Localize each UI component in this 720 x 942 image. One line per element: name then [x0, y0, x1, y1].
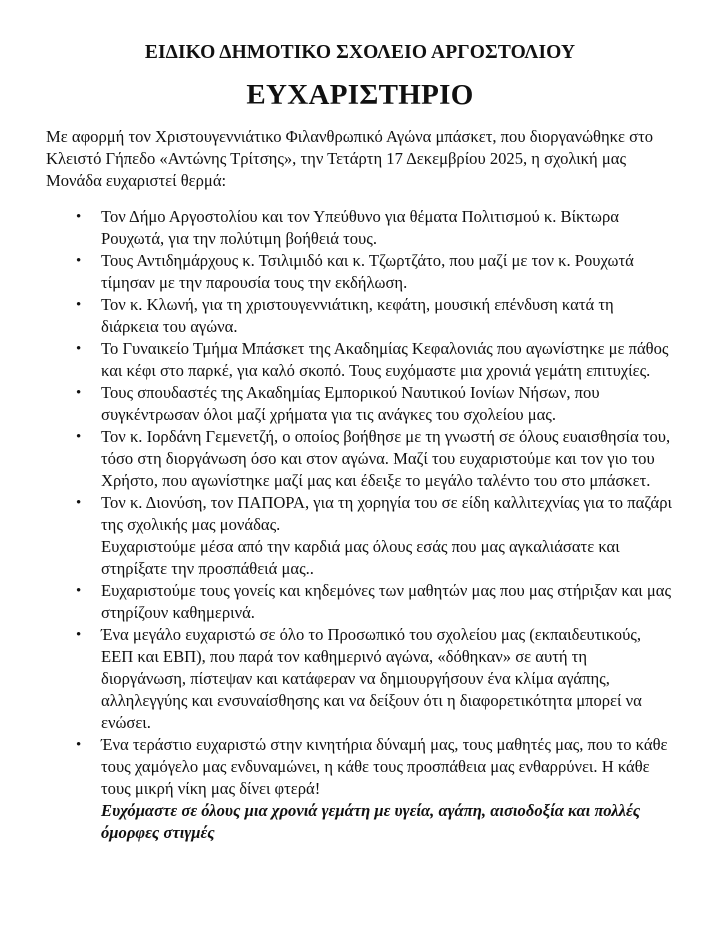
- list-item-text: Τον Δήμο Αργοστολίου και τον Υπεύθυνο για θέματα Πολιτισμού κ. Βίκτωρα Ρουχωτά, για την πολύτιμη βοήθειά τους.: [101, 207, 619, 248]
- list-item-continuation: Ευχαριστούμε μέσα από την καρδιά μας όλους εσάς που μας αγκαλιάσατε και στηρίξατε την προσπάθειά μας..: [101, 537, 620, 578]
- bullet-icon: •: [76, 341, 82, 357]
- closing-wish: Ευχόμαστε σε όλους μια χρονιά γεμάτη με υγεία, αγάπη, αισιοδοξία και πολλές όμορφες στιγμές: [101, 801, 641, 842]
- list-item: [0, 426, 673, 492]
- list-item-text: Τον κ. Ιορδάνη Γεμενετζή, ο οποίος βοήθησε με τη γνωστή σε όλους ευαισθησία του, τόσο στη διοργάνωση όσο και στον αγώνα. Μαζί του ευχαριστούμε και τον γιο του Χρήστο, που αγωνίστηκε μαζί μας και έδειξε το μεγάλο ταλέντο του στο μπάσκετ.: [101, 427, 671, 490]
- school-name-heading: ΕΙΔΙΚΟ ΔΗΜΟΤΙΚΟ ΣΧΟΛΕΙΟ ΑΡΓΟΣΤΟΛΙΟΥ: [144, 42, 576, 63]
- intro-paragraph: Με αφορμή τον Χριστουγεννιάτικο Φιλανθρωπικό Αγώνα μπάσκετ, που διοργανώθηκε στο Κλειστό Γήπεδο «Αντώνης Τρίτσης», την Τετάρτη 17 Δεκεμβρίου 2025, η σχολική μας Μονάδα ευχαριστεί θερμά:: [46, 127, 654, 190]
- list-item-text: Τον κ. Διονύση, τον ΠΑΠΟΡΑ, για τη χορηγία του σε είδη καλλιτεχνίας για το παζάρι της σχολικής μας μονάδας.: [101, 493, 672, 534]
- list-item: [0, 492, 673, 580]
- list-item-text: Τους Αντιδημάρχους κ. Τσιλιμιδό και κ. Τζωρτζάτο, που μαζί με τον κ. Ρουχωτά τίμησαν με την παρουσία τους την εκδήλωση.: [101, 251, 634, 292]
- list-item: [0, 624, 673, 734]
- list-item-text: Ένα τεράστιο ευχαριστώ στην κινητήρια δύναμή μας, τους μαθητές μας, που το κάθε τους χαμόγελο μας ενδυναμώνει, η κάθε τους προσπάθεια μας ενθαρρύνει. Η κάθε τους μικρή νίκη μας δίνει φτερά!: [101, 735, 668, 798]
- list-item: [0, 206, 673, 250]
- list-item: [0, 294, 673, 338]
- list-item-text: Τους σπουδαστές της Ακαδημίας Εμπορικού Ναυτικού Ιονίων Νήσων, που συγκέντρωσαν όλοι μαζί χρήματα για τις ανάγκες του σχολείου μας.: [101, 383, 600, 424]
- document-title: ΕΥΧΑΡΙΣΤΗΡΙΟ: [246, 79, 474, 111]
- list-item: [0, 338, 673, 382]
- list-item-text: Ένα μεγάλο ευχαριστώ σε όλο το Προσωπικό του σχολείου μας (εκπαιδευτικούς, ΕΕΠ και ΕΒΠ), που παρά τον καθημερινό αγώνα, «δόθηκαν» σε αυτή τη διοργάνωση, πίστεψαν και κατάφεραν να δημιουργήσουν ένα κλίμα αγάπης, αλληλεγγύης και ενσυναίσθησης και να δείξουν ότι η διαφορετικότητα μπορεί να ενώσει.: [101, 625, 642, 732]
- bullet-icon: •: [76, 209, 82, 225]
- bullet-icon: •: [76, 627, 82, 643]
- list-item: [0, 580, 673, 624]
- bullet-icon: •: [76, 297, 82, 313]
- bullet-icon: •: [76, 429, 82, 445]
- bullet-icon: •: [76, 253, 82, 269]
- bullet-icon: •: [76, 385, 82, 401]
- list-item-text: Το Γυναικείο Τμήμα Μπάσκετ της Ακαδημίας Κεφαλονιάς που αγωνίστηκε με πάθος και κέφι στο παρκέ, για καλό σκοπό. Τους ευχόμαστε μια χρονιά γεμάτη επιτυχίες.: [101, 339, 669, 380]
- bullet-icon: •: [76, 495, 82, 511]
- bullet-icon: •: [76, 583, 82, 599]
- list-item: [0, 250, 673, 294]
- list-item: [0, 382, 673, 426]
- list-item-text: Ευχαριστούμε τους γονείς και κηδεμόνες των μαθητών μας που μας στήριξαν και μας στηρίζουν καθημερινά.: [101, 581, 672, 622]
- thanks-list: [0, 206, 720, 844]
- list-item: [0, 734, 673, 844]
- list-item-text: Τον κ. Κλωνή, για τη χριστουγεννιάτικη, κεφάτη, μουσική επένδυση κατά τη διάρκεια του αγώνα.: [101, 295, 614, 336]
- bullet-icon: •: [76, 737, 82, 753]
